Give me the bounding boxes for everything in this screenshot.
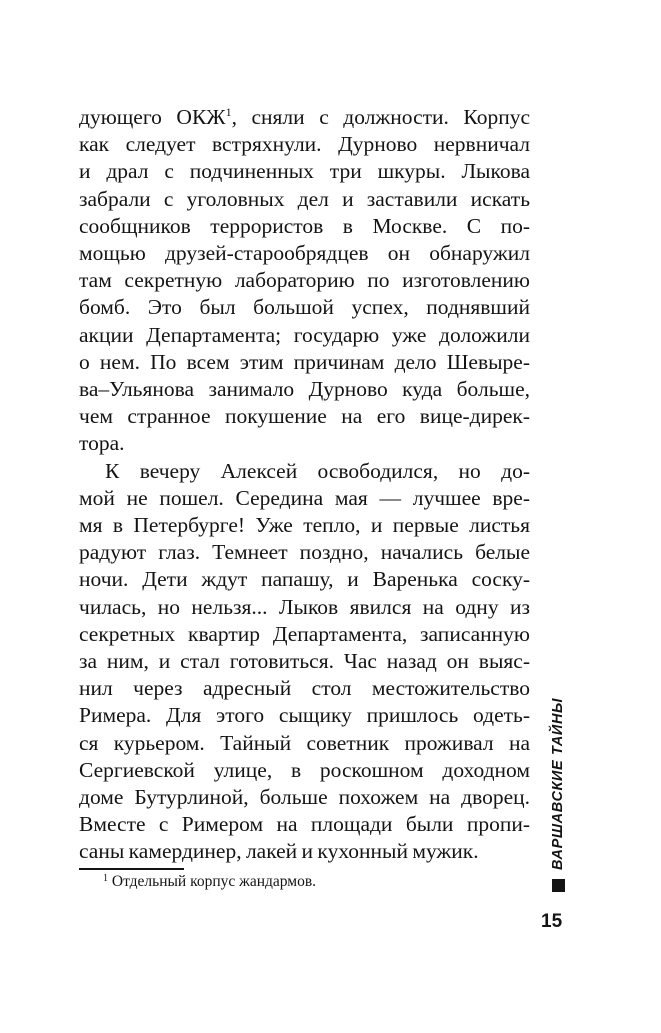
text-line: о нем. По всем этим причинам дело Шевыре-	[79, 349, 530, 374]
text-line: как следует встряхнули. Дурново нервничал	[79, 132, 530, 157]
text-line: нил через адресный стол местожительство	[79, 676, 530, 701]
square-bullet-icon	[552, 879, 565, 892]
text-line: бомб. Это был большой успех, поднявший	[79, 295, 530, 320]
text-line: К вечеру Алексей освободился, но до-	[105, 458, 530, 483]
text-line: доме Бутурлиной, больше похожем на дворец.	[79, 785, 530, 810]
text-line: ся курьером. Тайный советник проживал на	[79, 730, 530, 755]
text-line: мощью друзей-старообрядцев он обнаружил	[79, 241, 530, 266]
text-line: акции Департамента; государю уже доложили	[79, 322, 530, 347]
footnote-ref: 1	[225, 105, 232, 119]
text-line	[79, 104, 530, 131]
text-line: мой не пошел. Середина мая — лучшее вре-	[79, 485, 530, 510]
text-fragment: , сняли с должности. Корпус	[231, 105, 530, 129]
text-line: саны камердинер, лакей и кухонный мужик.	[79, 839, 479, 864]
running-head	[549, 698, 567, 892]
page-number: 15	[541, 911, 563, 932]
footnote-text: Отдельный корпус жандармов.	[111, 873, 317, 890]
footnote-rule	[79, 868, 184, 870]
text-line: Римера. Для этого сыщику пришлось одеть-	[79, 703, 530, 728]
text-line: ва–Ульянова занимало Дурново куда больше,	[79, 377, 530, 402]
text-line: Вместе с Римером на площади были пропи-	[79, 812, 530, 837]
text-line: забрали с уголовных дел и заставили искать	[79, 186, 530, 211]
footnote-marker: 1	[103, 873, 108, 884]
text-line: тора.	[79, 431, 125, 456]
text-line: радуют глаз. Темнеет поздно, начались белые	[79, 540, 530, 565]
text-line: там секретную лабораторию по изготовлению	[79, 268, 530, 293]
text-fragment: дующего ОКЖ	[79, 105, 226, 129]
text-line: и драл с подчиненных три шкуры. Лыкова	[79, 159, 530, 184]
body-text	[79, 104, 530, 866]
text-line: Сергиевской улице, в роскошном доходном	[79, 757, 530, 782]
text-line: сообщников террористов в Москве. С по-	[79, 213, 530, 238]
text-line: ночи. Дети ждут папашу, и Варенька соску-	[79, 567, 530, 592]
text-line: за ним, и стал готовиться. Час назад он выяс-	[79, 649, 530, 674]
text-line: секретных квартир Департамента, записанную	[79, 621, 530, 646]
text-line: чилась, но нельзя... Лыков явился на одну из	[79, 594, 530, 619]
running-head-title: ВАРШАВСКИЕ ТАЙНЫ	[550, 697, 566, 870]
footnote	[103, 872, 316, 892]
text-line: чем странное покушение на его вице-дирек-	[79, 404, 530, 429]
text-line: мя в Петербурге! Уже тепло, и первые листья	[79, 513, 530, 538]
